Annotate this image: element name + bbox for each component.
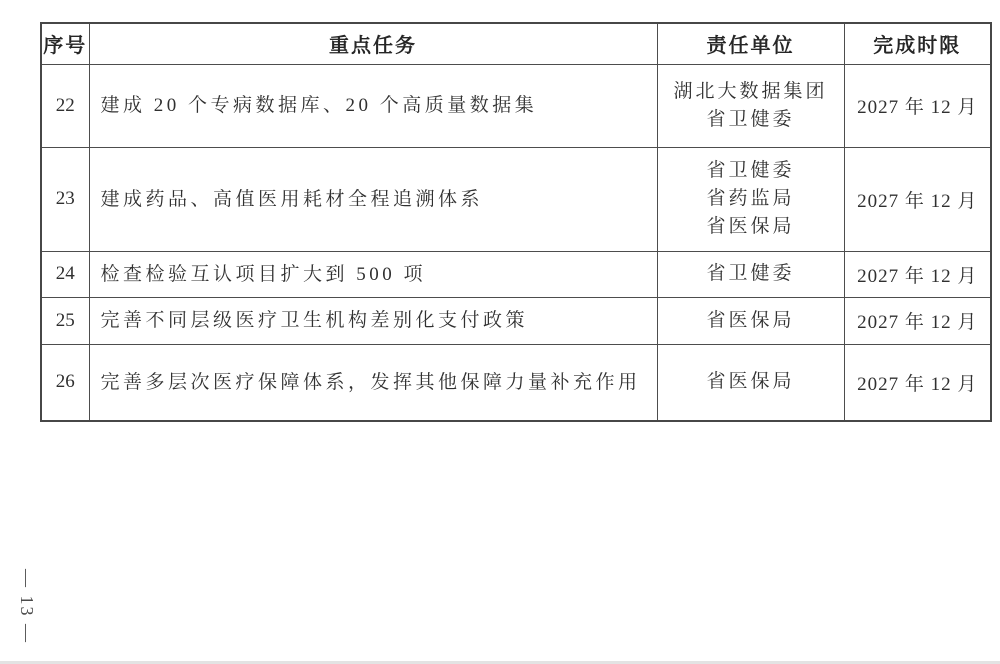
deadline-cell: 2027 年 12 月: [844, 251, 991, 297]
deadline-cell: 2027 年 12 月: [844, 344, 991, 421]
deadline-cell: 2027 年 12 月: [844, 64, 991, 147]
unit-cell: [657, 344, 844, 421]
task-cell: 完善不同层级医疗卫生机构差别化支付政策: [89, 297, 657, 344]
table-row-24: [41, 251, 991, 297]
header-task: 重点任务: [89, 23, 657, 64]
unit-cell: [657, 251, 844, 297]
unit-cell: [657, 64, 844, 147]
unit-line: 省药监局: [706, 188, 795, 209]
serial-cell: 24: [41, 251, 89, 297]
table-row-23: [41, 147, 991, 251]
unit-line: 省医保局: [706, 371, 795, 393]
unit-line: 省医保局: [706, 216, 795, 237]
task-table: [40, 22, 992, 422]
header-deadline: 完成时限: [844, 23, 991, 64]
task-cell: 检查检验互认项目扩大到 500 项: [89, 251, 657, 297]
table-row-22: [41, 64, 991, 147]
unit-line: 省卫健委: [706, 263, 795, 284]
task-cell: 建成 20 个专病数据库、20 个高质量数据集: [89, 64, 657, 147]
serial-cell: 22: [41, 64, 89, 147]
serial-cell: 25: [41, 297, 89, 344]
task-cell: 完善多层次医疗保障体系，发挥其他保障力量补充作用: [89, 344, 657, 421]
unit-cell: [657, 297, 844, 344]
serial-cell: 26: [41, 344, 89, 421]
unit-line: 省医保局: [706, 309, 795, 331]
unit-line: 湖北大数据集团: [673, 80, 828, 102]
header-serial: 序号: [41, 23, 89, 64]
task-cell: 建成药品、高值医用耗材全程追溯体系: [89, 147, 657, 251]
table-row-26: [41, 344, 991, 421]
deadline-cell: 2027 年 12 月: [844, 147, 991, 251]
page-number-container: [0, 561, 52, 651]
serial-cell: 23: [41, 147, 89, 251]
deadline-cell: 2027 年 12 月: [844, 297, 991, 344]
unit-cell: [657, 147, 844, 251]
unit-line: 省卫健委: [706, 108, 795, 130]
header-unit: 责任单位: [657, 23, 844, 64]
page-number: — 13 —: [16, 568, 37, 644]
table-row-25: [41, 297, 991, 344]
unit-line: 省卫健委: [706, 160, 795, 181]
table-header-row: [41, 23, 991, 64]
